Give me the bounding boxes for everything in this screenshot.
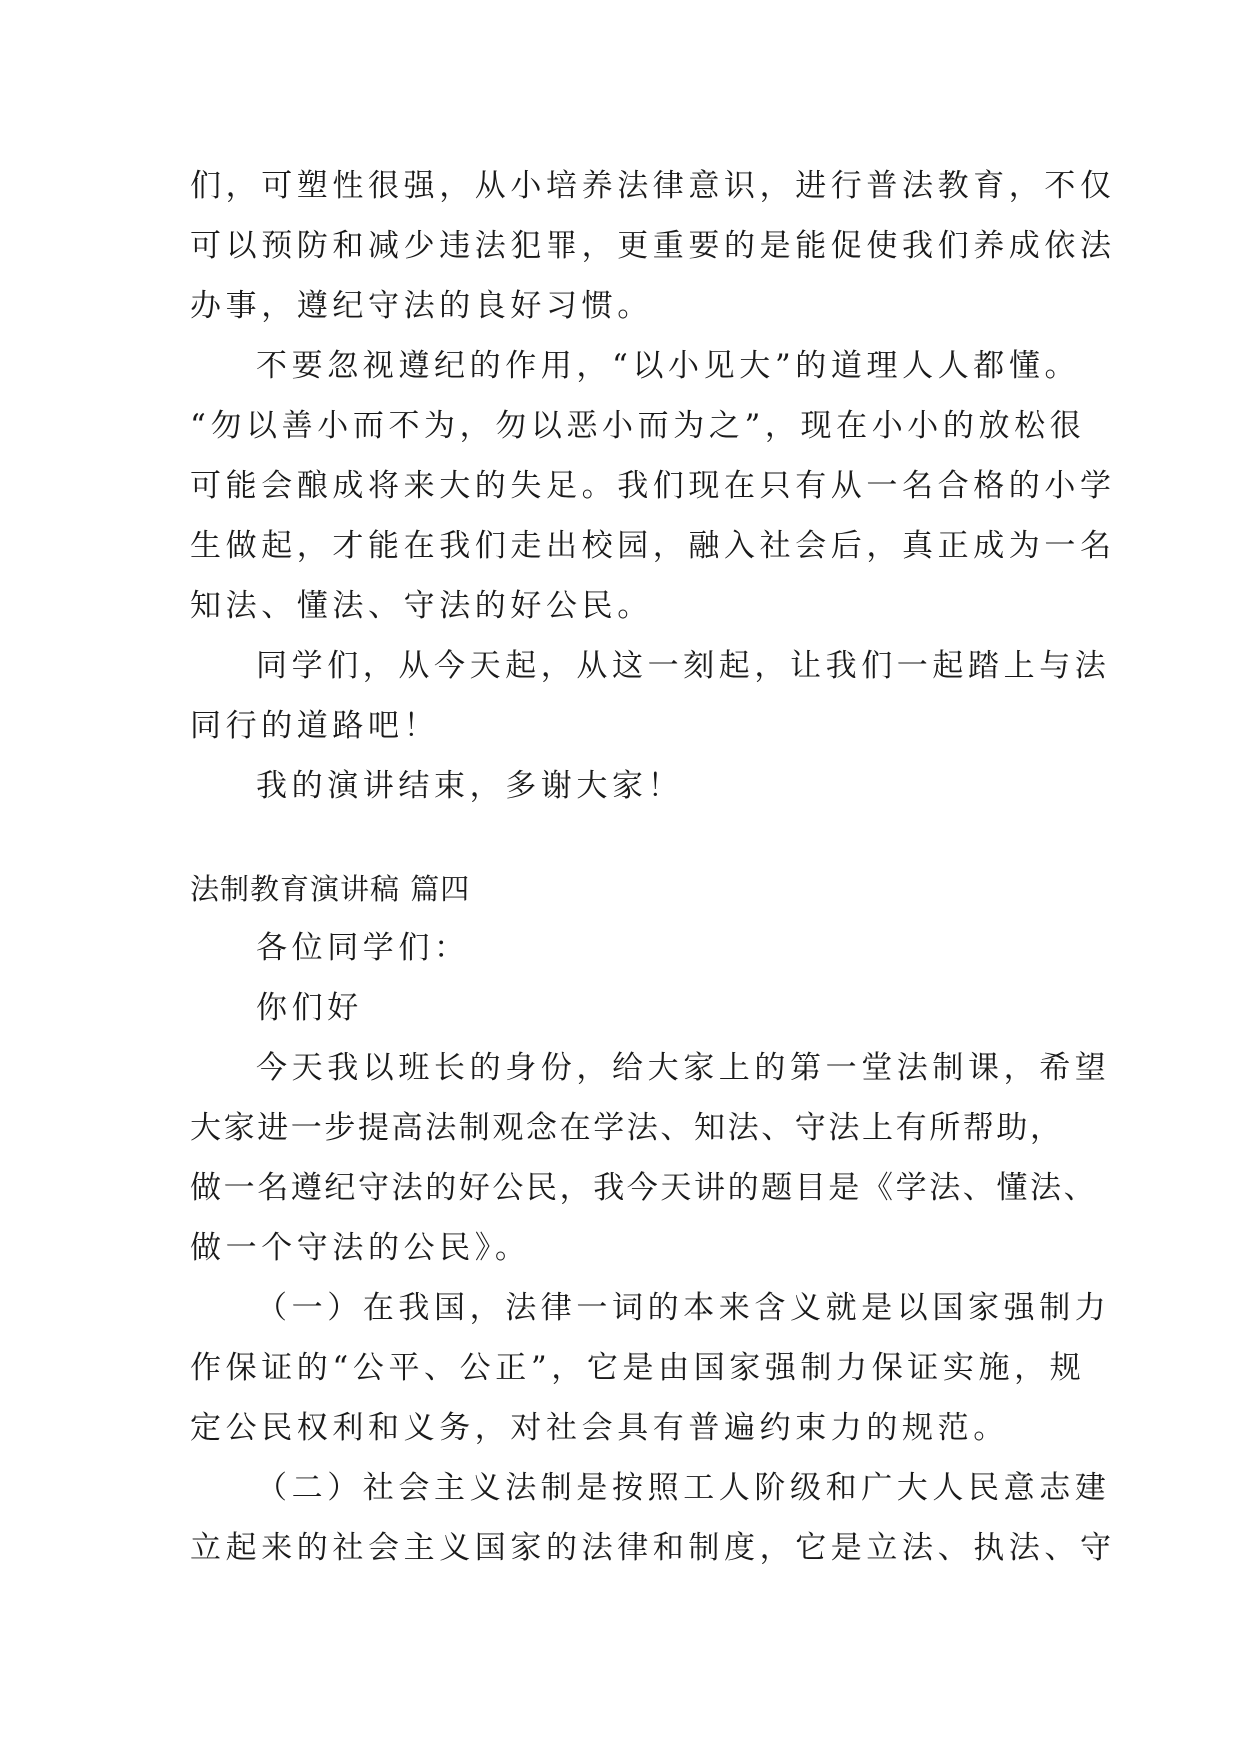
paragraph-line: （二）社会主义法制是按照工人阶级和广大人民意志建 xyxy=(256,1470,1111,1506)
section-heading: 法制教育演讲稿 篇四 xyxy=(190,872,471,906)
paragraph-line: 办事，遵纪守法的良好习惯。 xyxy=(190,288,653,324)
paragraph-line: 做一名遵纪守法的好公民，我今天讲的题目是《学法、懂法、 xyxy=(190,1170,1098,1206)
paragraph-line: 大家进一步提高法制观念在学法、知法、守法上有所帮助， xyxy=(190,1110,1064,1146)
paragraph-line: “勿以善小而不为，勿以恶小而为之”，现在小小的放松很 xyxy=(190,408,1086,444)
paragraph-line: 我的演讲结束，多谢大家！ xyxy=(256,768,684,804)
paragraph-line: 们，可塑性很强，从小培养法律意识，进行普法教育，不仅 xyxy=(190,168,1116,204)
paragraph-line: 不要忽视遵纪的作用，“以小见大”的道理人人都懂。 xyxy=(256,348,1081,384)
greeting-line: 你们好 xyxy=(256,990,363,1026)
paragraph-line: 作保证的“公平、公正”，它是由国家强制力保证实施，规 xyxy=(190,1350,1086,1386)
paragraph-line: 同行的道路吧！ xyxy=(190,708,440,744)
paragraph-line: 可以预防和减少违法犯罪，更重要的是能促使我们养成依法 xyxy=(190,228,1116,264)
paragraph-line: 定公民权利和义务，对社会具有普遍约束力的规范。 xyxy=(190,1410,1009,1446)
paragraph-line: 今天我以班长的身份，给大家上的第一堂法制课，希望 xyxy=(256,1050,1111,1086)
paragraph-line: 生做起，才能在我们走出校园，融入社会后，真正成为一名 xyxy=(190,528,1116,564)
greeting-line: 各位同学们： xyxy=(256,930,470,966)
paragraph-line: 知法、懂法、守法的好公民。 xyxy=(190,588,653,624)
paragraph-line: 可能会酿成将来大的失足。我们现在只有从一名合格的小学 xyxy=(190,468,1116,504)
paragraph-line: 同学们，从今天起，从这一刻起，让我们一起踏上与法 xyxy=(256,648,1111,684)
paragraph-line: 做一个守法的公民》。 xyxy=(190,1230,531,1266)
paragraph-line: （一）在我国，法律一词的本来含义就是以国家强制力 xyxy=(256,1290,1111,1326)
paragraph-line: 立起来的社会主义国家的法律和制度，它是立法、执法、守 xyxy=(190,1530,1116,1566)
